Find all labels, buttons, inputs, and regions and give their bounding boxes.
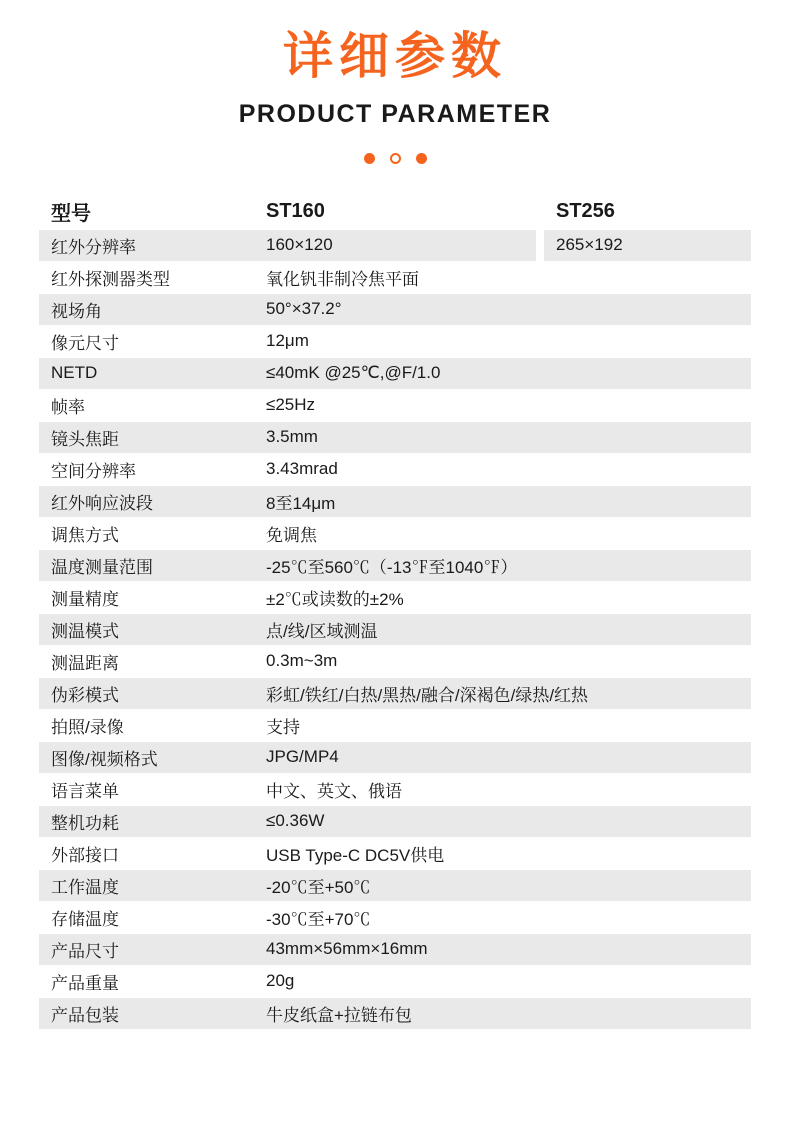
spec-table-wrap <box>39 194 751 1030</box>
row-label: 镜头焦距 <box>39 422 254 453</box>
row-label: 语言菜单 <box>39 774 254 805</box>
table-row <box>39 262 751 293</box>
row-label: 整机功耗 <box>39 806 254 837</box>
row-value: JPG/MP4 <box>254 742 751 773</box>
row-label: 产品包装 <box>39 998 254 1029</box>
row-label: 测温距离 <box>39 646 254 677</box>
header-model-2: ST256 <box>556 200 615 222</box>
table-row <box>39 902 751 933</box>
spec-table <box>39 194 751 1030</box>
row-label: 红外分辨率 <box>39 230 254 261</box>
page-header <box>0 0 790 164</box>
table-row <box>39 774 751 805</box>
row-label: 空间分辨率 <box>39 454 254 485</box>
table-row-resolution <box>39 230 751 261</box>
row-value: 中文、英文、俄语 <box>254 774 751 805</box>
row-value: 点/线/区域测温 <box>254 614 751 645</box>
table-row <box>39 294 751 325</box>
row-value: 20g <box>254 966 751 997</box>
row-value: 氧化钒非制冷焦平面 <box>254 262 751 293</box>
dot-hollow-center-icon <box>390 153 401 164</box>
row-label: 存储温度 <box>39 902 254 933</box>
row-value-model-2: 265×192 <box>544 230 751 261</box>
table-row <box>39 998 751 1029</box>
header-model-1: ST160 <box>266 200 325 222</box>
row-label: 红外响应波段 <box>39 486 254 517</box>
row-label: 红外探测器类型 <box>39 262 254 293</box>
row-label: 像元尺寸 <box>39 326 254 357</box>
page-title-cn: 详细参数 <box>283 28 507 84</box>
row-label: 工作温度 <box>39 870 254 901</box>
table-row <box>39 390 751 421</box>
table-row <box>39 806 751 837</box>
table-row <box>39 966 751 997</box>
table-row <box>39 742 751 773</box>
row-value: 12μm <box>254 326 751 357</box>
dot-solid-right-icon <box>416 153 427 164</box>
table-row <box>39 454 751 485</box>
decorative-dots <box>0 153 790 164</box>
row-value: 0.3m~3m <box>254 646 751 677</box>
row-value: 免调焦 <box>254 518 751 549</box>
row-value: 8至14μm <box>254 486 751 517</box>
row-label: 产品尺寸 <box>39 934 254 965</box>
table-row <box>39 550 751 581</box>
row-value: USB Type-C DC5V供电 <box>254 838 751 869</box>
row-value: -30℃至+70℃ <box>254 902 751 933</box>
table-row <box>39 934 751 965</box>
row-value-model-1: 160×120 <box>254 230 536 261</box>
table-row <box>39 678 751 709</box>
table-row <box>39 870 751 901</box>
row-value: ±2℃或读数的±2% <box>254 582 751 613</box>
row-value: ≤0.36W <box>254 806 751 837</box>
table-header-row <box>39 195 751 229</box>
table-row <box>39 582 751 613</box>
page-title-en: PRODUCT PARAMETER <box>238 99 552 128</box>
table-row <box>39 646 751 677</box>
row-value: 彩虹/铁红/白热/黑热/融合/深褐色/绿热/红热 <box>254 678 751 709</box>
row-label: 外部接口 <box>39 838 254 869</box>
row-label: 帧率 <box>39 390 254 421</box>
row-label: 测量精度 <box>39 582 254 613</box>
table-row <box>39 326 751 357</box>
table-row <box>39 486 751 517</box>
row-value: ≤25Hz <box>254 390 751 421</box>
header-label-model: 型号 <box>51 203 91 225</box>
row-label: 拍照/录像 <box>39 710 254 741</box>
row-value: -25℃至560℃（-13℉至1040℉） <box>254 550 751 581</box>
row-value: 43mm×56mm×16mm <box>254 934 751 965</box>
table-row <box>39 614 751 645</box>
row-label: 图像/视频格式 <box>39 742 254 773</box>
row-label: 调焦方式 <box>39 518 254 549</box>
row-label: 产品重量 <box>39 966 254 997</box>
row-value: ≤40mK @25℃,@F/1.0 <box>254 358 751 389</box>
row-value: 牛皮纸盒+拉链布包 <box>254 998 751 1029</box>
table-row <box>39 422 751 453</box>
table-row <box>39 518 751 549</box>
row-label: 测温模式 <box>39 614 254 645</box>
row-value: -20℃至+50℃ <box>254 870 751 901</box>
row-value: 支持 <box>254 710 751 741</box>
table-row <box>39 838 751 869</box>
row-label: 伪彩模式 <box>39 678 254 709</box>
dot-solid-left-icon <box>364 153 375 164</box>
table-row <box>39 358 751 389</box>
row-value: 50°×37.2° <box>254 294 751 325</box>
row-value: 3.5mm <box>254 422 751 453</box>
row-label: 温度测量范围 <box>39 550 254 581</box>
row-label: NETD <box>39 358 254 389</box>
row-value: 3.43mrad <box>254 454 751 485</box>
table-row <box>39 710 751 741</box>
row-label: 视场角 <box>39 294 254 325</box>
